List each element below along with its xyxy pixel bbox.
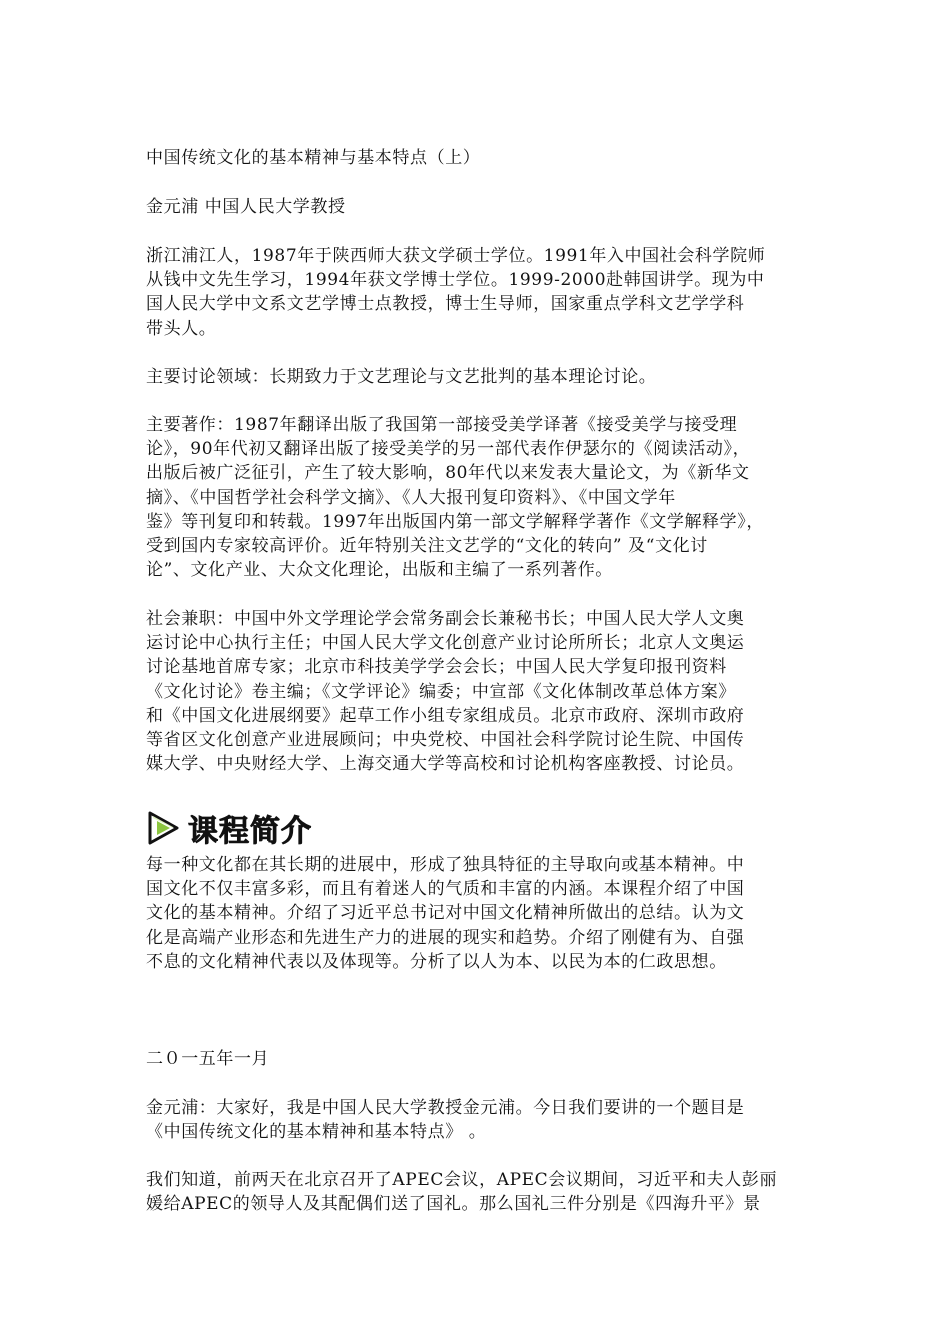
intro-line: 不息的文化精神代表以及体现等。分析了以人为本、以民为本的仁政思想。 [146, 951, 727, 972]
major-works [146, 413, 810, 582]
author-bio [146, 244, 810, 341]
works-line: 鉴》等刊复印和转载。1997年出版国内第一部文学解释学著作《文学解释学》， [146, 511, 764, 532]
bio-line: 国人民大学中文系文艺学博士点教授，博士生导师，国家重点学科文艺学学科 [146, 294, 745, 315]
roles-line: 讨论基地首席专家；北京市科技美学学会会长；中国人民大学复印报刊资料 [146, 657, 727, 678]
apec-line: 我们知道，前两天在北京召开了APEC会议，APEC会议期间，习近平和夫人彭丽 [146, 1170, 778, 1190]
bio-line: 从钱中文先生学习，1994年获文学博士学位。1999-2000赴韩国讲学。现为中 [146, 270, 765, 291]
works-line: 论》，90年代初又翻译出版了接受美学的另一部代表作伊瑟尔的《阅读活动》， [146, 439, 751, 460]
roles-line: 《文化讨论》卷主编；《文学评论》编委；中宣部《文化体制改革总体方案》 [146, 681, 736, 702]
intro-line: 文化的基本精神。介绍了习近平总书记对中国文化精神所做出的总结。认为文 [146, 903, 745, 924]
social-roles [146, 607, 810, 776]
document-date: 二０一五年一月 [146, 1049, 270, 1069]
lecture-line: 金元浦：大家好，我是中国人民大学教授金元浦。今日我们要讲的一个题目是 [146, 1098, 745, 1118]
play-triangle-icon [146, 810, 180, 846]
roles-line: 运讨论中心执行主任；中国人民大学文化创意产业讨论所所长；北京人文奥运 [146, 633, 745, 654]
works-line: 主要著作：1987年翻译出版了我国第一部接受美学译著《接受美学与接受理 [146, 415, 738, 435]
document-title: 中国传统文化的基本精神与基本特点（上） [146, 148, 481, 168]
works-line: 论”、文化产业、大众文化理论，出版和主编了一系列著作。 [146, 560, 613, 581]
roles-line: 社会兼职：中国中外文学理论学会常务副会长兼秘书长；中国人民大学人文奥 [146, 609, 745, 629]
roles-line: 媒大学、中央财经大学、上海交通大学等高校和讨论机构客座教授、讨论员。 [146, 754, 745, 775]
works-line: 受到国内专家较高评价。近年特别关注文艺学的“文化的转向” 及“文化讨 [146, 536, 708, 557]
lecture-line: 《中国传统文化的基本精神和基本特点》 。 [146, 1122, 487, 1143]
intro-line: 每一种文化都在其长期的进展中，形成了独具特征的主导取向或基本精神。中 [146, 855, 745, 875]
intro-line: 国文化不仅丰富多彩，而且有着迷人的气质和丰富的内涵。本课程介绍了中国 [146, 879, 745, 900]
works-line: 摘》、《中国哲学社会科学文摘》、《人大报刊复印资料》、《中国文学年 [146, 487, 676, 508]
intro-line: 化是高端产业形态和先进生产力的进展的现实和趋势。介绍了刚健有为、自强 [146, 927, 745, 948]
course-intro-banner [146, 808, 312, 848]
roles-line: 和《中国文化进展纲要》起草工作小组专家组成员。北京市政府、深圳市政府 [146, 705, 745, 726]
author-line: 金元浦 中国人民大学教授 [146, 197, 346, 217]
lecture-intro [146, 1096, 810, 1144]
banner-title: 课程简介 [188, 814, 312, 849]
bio-line: 浙江浦江人，1987年于陕西师大获文学硕士学位。1991年入中国社会科学院师 [146, 246, 766, 266]
works-line: 出版后被广泛征引，产生了较大影响，80年代以来发表大量论文，为《新华文 [146, 463, 750, 484]
bio-line: 带头人。 [146, 318, 217, 339]
course-intro [146, 853, 810, 974]
roles-line: 等省区文化创意产业进展顾问；中央党校、中国社会科学院讨论生院、中国传 [146, 730, 745, 751]
research-field: 主要讨论领域：长期致力于文艺理论与文艺批判的基本理论讨论。 [146, 367, 657, 387]
apec-paragraph [146, 1168, 810, 1216]
apec-line: 媛给APEC的领导人及其配偶们送了国礼。那么国礼三件分别是《四海升平》景 [146, 1194, 761, 1215]
